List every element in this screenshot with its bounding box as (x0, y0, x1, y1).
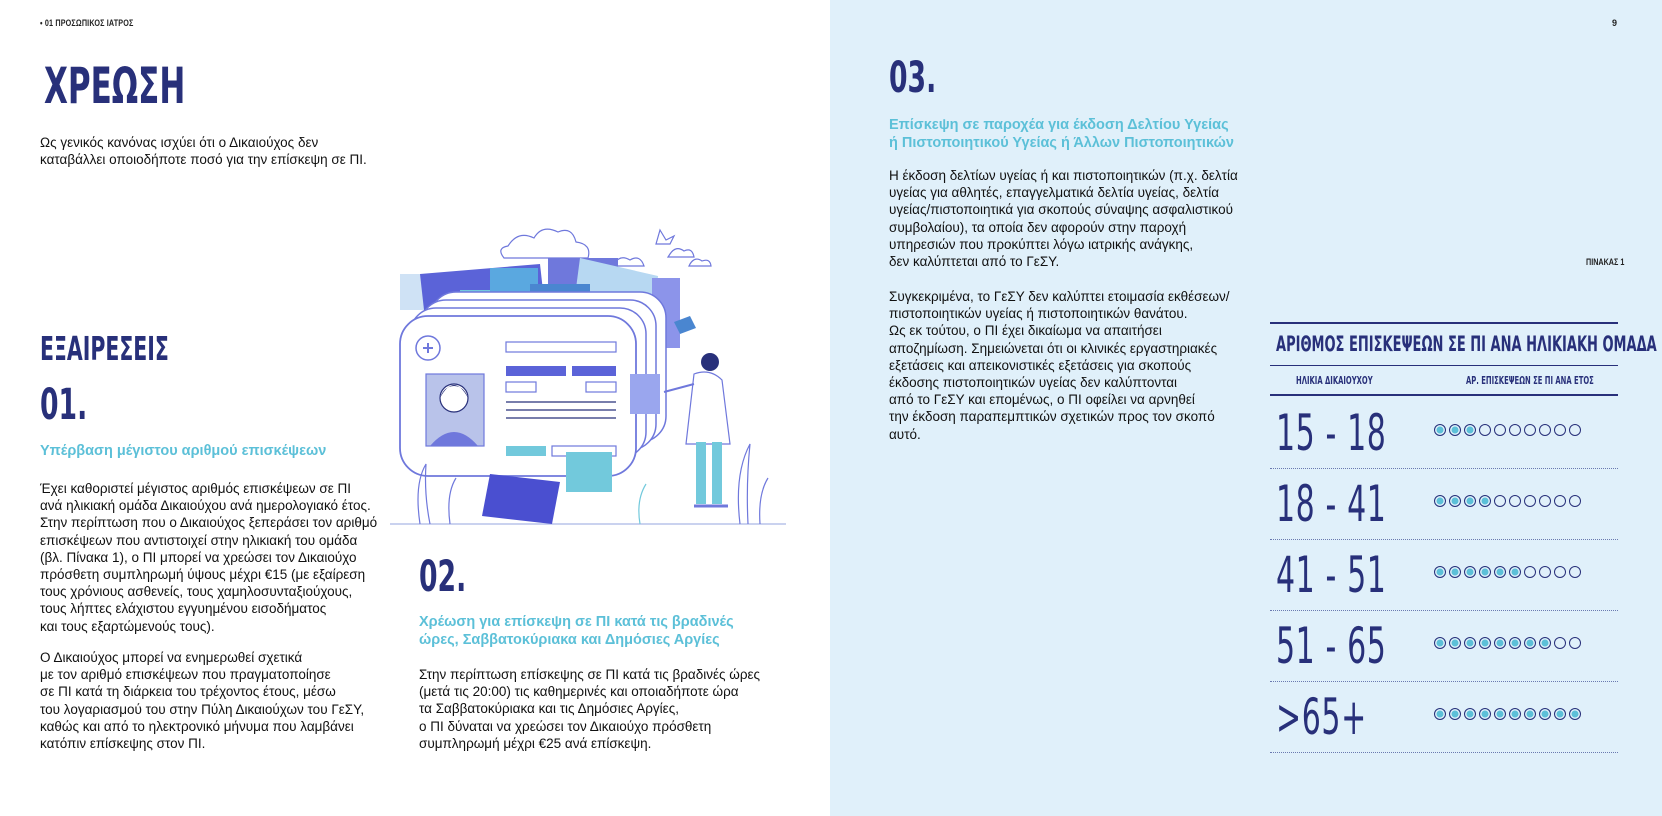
age-range: 41 - 51 (1276, 546, 1387, 604)
section-1-number: 01. (40, 380, 88, 430)
visit-dots (1434, 566, 1581, 578)
visit-dot-filled (1509, 708, 1521, 720)
visit-dot-filled (1524, 637, 1536, 649)
intro-text: Ως γενικός κανόνας ισχύει ότι ο Δικαιούχος δεν καταβάλλει οποιοδήποτε ποσό για την επίσκεψη σε ΠΙ. (40, 135, 367, 168)
visit-dot-empty (1554, 424, 1566, 436)
visit-dot-empty (1509, 495, 1521, 507)
table-title-rule (1270, 365, 1618, 366)
visit-dot-filled (1479, 495, 1491, 507)
visit-dot-filled (1509, 637, 1521, 649)
section-2-paragraph: Στην περίπτωση επίσκεψης σε ΠΙ κατά τις βραδινές ώρες (μετά τις 20:00) τις καθημερινές και οποιαδήποτε ώρα τα Σαββατοκύριακα και τις Δημόσιες Αργίες, ο ΠΙ δύναται να χρεώσει τον Δικαιούχο πρόσθετη συμπληρωμή μέχρι €25 ανά επίσκεψη. (419, 667, 761, 751)
visit-dot-filled (1524, 708, 1536, 720)
visit-dot-empty (1494, 495, 1506, 507)
visit-dot-filled (1539, 637, 1551, 649)
visit-dot-filled (1464, 708, 1476, 720)
exceptions-title: ΕΞΑΙΡΕΣΕΙΣ (40, 329, 169, 368)
section-1-subtitle: Υπέρβαση μέγιστου αριθμού επισκέψεων (40, 443, 327, 459)
visit-dot-filled (1434, 566, 1446, 578)
age-range: >65+ (1276, 688, 1367, 746)
visit-dot-filled (1509, 566, 1521, 578)
visit-dot-empty (1569, 495, 1581, 507)
table-row (1270, 682, 1618, 753)
visit-dot-empty (1524, 495, 1536, 507)
table-header-age: ΗΛΙΚΙΑ ΔΙΚΑΙΟΥΧΟΥ (1296, 374, 1373, 387)
visit-dot-empty (1569, 566, 1581, 578)
running-head: • 01 ΠΡΟΣΩΠΙΚΟΣ ΙΑΤΡΟΣ (40, 18, 134, 28)
section-3-paragraph-1: Η έκδοση δελτίων υγείας ή και πιστοποιητικών (π.χ. δελτία υγείας για αθλητές, επαγγελματικά δελτία υγείας, δελτία υγείας/πιστοποιητικά για σκοπούς σύναψης ασφαλιστικού συμβολαίου), τα οποία δεν αφορούν στην παροχή υπηρεσιών που προκύπτει λόγω ιατρικής ανάγκης, δεν καλύπτεται από το ΓεΣΥ. (889, 168, 1238, 270)
visit-dot-empty (1539, 424, 1551, 436)
visit-dot-empty (1479, 424, 1491, 436)
table-row (1270, 540, 1618, 611)
section-2-number: 02. (419, 552, 467, 602)
section-2-subtitle: Χρέωση για επίσκεψη σε ΠΙ κατά τις βραδινές ώρες, Σαββατοκύριακα και Δημόσιες Αργίες (419, 614, 734, 648)
age-range: 51 - 65 (1276, 617, 1387, 675)
visit-dot-empty (1539, 495, 1551, 507)
visit-dots (1434, 708, 1581, 720)
visit-dot-filled (1434, 424, 1446, 436)
visit-dot-filled (1449, 424, 1461, 436)
visit-dot-filled (1434, 495, 1446, 507)
section-1-paragraph-1: Έχει καθοριστεί μέγιστος αριθμός επισκέψεων σε ΠΙ ανά ηλικιακή ομάδα Δικαιούχου ανά ημερολογιακό έτος. Στην περίπτωση που ο Δικαιούχος ξεπεράσει τον αριθμό επισκέψεων που αντιστοιχεί στην ηλικιακή του ομάδα (βλ. Πίνακα 1), ο ΠΙ μπορεί να χρεώσει τον Δικαιούχο πρόσθετη συμπληρωμή ύψους μέχρι €15 (με εξαίρεση τους χρόνιους ασθενείς, τους χαμηλοσυνταξιούχους, τους λήπτες ελάχιστου εγγυημένου εισοδήματος και τους εξαρτώμενούς τους). (40, 481, 378, 634)
visit-dot-filled (1479, 637, 1491, 649)
section-3-number: 03. (889, 53, 937, 103)
visit-dot-filled (1539, 708, 1551, 720)
health-card-illustration (390, 224, 786, 526)
visit-dot-filled (1494, 637, 1506, 649)
visit-dot-filled (1554, 708, 1566, 720)
visit-dots (1434, 637, 1581, 649)
table-header-rule (1270, 394, 1618, 396)
visit-dot-filled (1434, 637, 1446, 649)
table-row (1270, 611, 1618, 682)
visit-dot-filled (1569, 708, 1581, 720)
visit-dot-filled (1449, 637, 1461, 649)
visit-dots (1434, 424, 1581, 436)
visit-dot-empty (1569, 637, 1581, 649)
page-title: ΧΡΕΩΣΗ (44, 57, 186, 115)
page-number: 9 (1612, 18, 1618, 28)
visit-dot-filled (1449, 566, 1461, 578)
age-range: 15 - 18 (1276, 404, 1387, 462)
visit-dot-filled (1494, 708, 1506, 720)
visit-dot-empty (1539, 566, 1551, 578)
visit-dot-filled (1464, 424, 1476, 436)
section-3-paragraph-2: Συγκεκριμένα, το ΓεΣΥ δεν καλύπτει ετοιμασία εκθέσεων/ πιστοποιητικών υγείας ή πιστοποιητικών θανάτου. Ως εκ τούτου, ο ΠΙ έχει δικαίωμα να απαιτήσει αποζημίωση. Σημειώνεται ότι οι κλινικές εργαστηριακές εξετάσεις και απεικονιστικές εξετάσεις για σκοπούς έκδοσης πιστοποιητικών υγείας δεν καλύπτονται από το ΓεΣΥ και επομένως, ο ΠΙ οφείλει να αρνηθεί την έκδοση παραπεμπτικών σχετικών προς τον σκοπό αυτό. (889, 289, 1230, 442)
visit-dot-empty (1554, 637, 1566, 649)
visit-dot-empty (1524, 566, 1536, 578)
visit-dot-filled (1479, 708, 1491, 720)
visit-dot-empty (1569, 424, 1581, 436)
visit-dot-filled (1464, 637, 1476, 649)
visit-dot-empty (1509, 424, 1521, 436)
visit-dot-empty (1494, 424, 1506, 436)
table-label: ΠΙΝΑΚΑΣ 1 (1586, 257, 1625, 267)
visit-dots (1434, 495, 1581, 507)
visit-dot-empty (1554, 495, 1566, 507)
visit-dot-filled (1494, 566, 1506, 578)
table-header-visits: ΑΡ. ΕΠΙΣΚΕΨΕΩΝ ΣΕ ΠΙ ΑΝΑ ΕΤΟΣ (1466, 374, 1594, 387)
visit-dot-empty (1554, 566, 1566, 578)
table-row (1270, 398, 1618, 469)
row-separator (1270, 752, 1618, 753)
visit-dot-empty (1524, 424, 1536, 436)
visit-dot-filled (1449, 708, 1461, 720)
visit-dot-filled (1434, 708, 1446, 720)
table-title: ΑΡΙΘΜΟΣ ΕΠΙΣΚΕΨΕΩΝ ΣΕ ΠΙ ΑΝΑ ΗΛΙΚΙΑΚΗ ΟΜΑΔΑ (1276, 332, 1657, 356)
visit-dot-filled (1464, 495, 1476, 507)
age-range: 18 - 41 (1276, 475, 1387, 533)
visit-dot-filled (1479, 566, 1491, 578)
table-row (1270, 469, 1618, 540)
visit-dot-filled (1464, 566, 1476, 578)
table-top-rule (1270, 322, 1618, 324)
section-3-subtitle: Επίσκεψη σε παροχέα για έκδοση Δελτίου Υγείας ή Πιστοποιητικού Υγείας ή Άλλων Πιστοποιητικών (889, 117, 1234, 151)
visit-dot-filled (1449, 495, 1461, 507)
section-1-paragraph-2: Ο Δικαιούχος μπορεί να ενημερωθεί σχετικά με τον αριθμό επισκέψεων που πραγματοποίησε σε ΠΙ κατά τη διάρκεια του τρέχοντος έτους, μέσω του λογαριασμού του στην Πύλη Δικαιούχων του ΓεΣΥ, καθώς και από το ηλεκτρονικό μήνυμα που λαμβάνει κατόπιν επίσκεψης στον ΠΙ. (40, 650, 365, 752)
